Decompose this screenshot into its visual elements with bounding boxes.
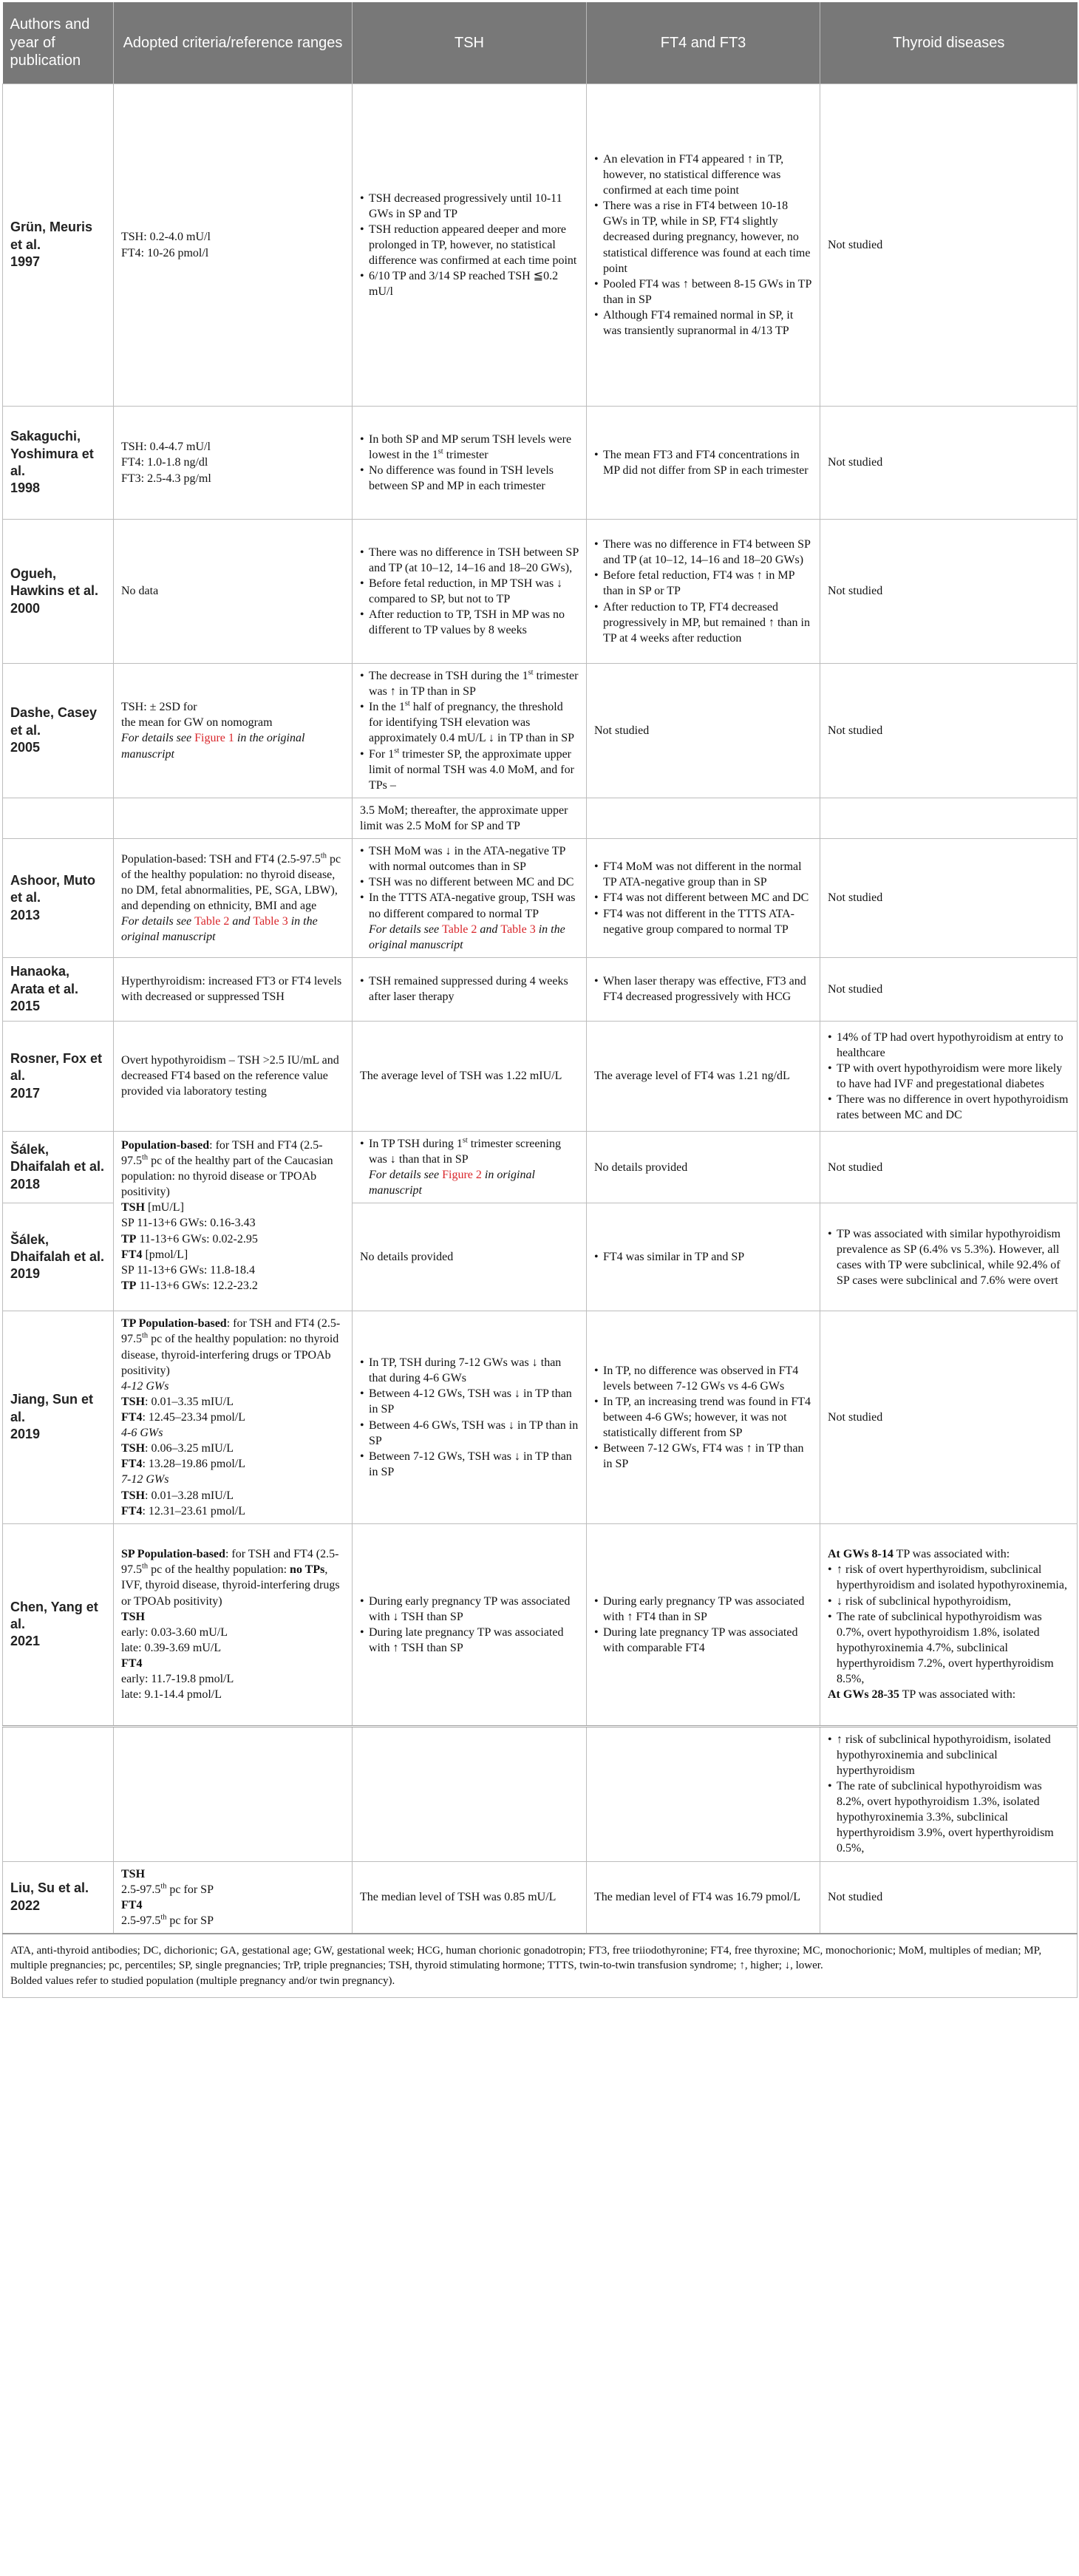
criteria-line: late: 0.39-3.69 mU/L: [121, 1641, 222, 1654]
text: For details see: [121, 915, 192, 928]
figure-2-link[interactable]: Figure 2: [442, 1169, 482, 1182]
diseases-cell: [820, 1523, 1078, 1726]
author-cell: [3, 520, 114, 664]
text: TP: [121, 1279, 137, 1292]
list-item: • In TP, TSH during 7-12 GWs was ↓ than that during 4-6 GWs: [360, 1355, 579, 1386]
author-cell: [3, 1861, 114, 1934]
text: TP was associated with:: [893, 1548, 1010, 1561]
publication-year: 2017: [10, 1085, 41, 1101]
header-tsh: TSH: [353, 2, 587, 84]
list-item: • After reduction to TP, FT4 decreased progressively in MP, but remained ↑ than in TP at 4 weeks after reduction: [594, 599, 812, 646]
header-thyroid-diseases: Thyroid diseases: [820, 2, 1078, 84]
diseases-cell: Not studied: [820, 407, 1078, 520]
empty-cell: [353, 1726, 587, 1861]
table-row: [3, 84, 1078, 407]
criteria-line: [121, 1200, 344, 1215]
criteria-cell: Overt hypothyroidism – TSH >2.5 IU/mL and decreased FT4 based on the reference value provided via laboratory testing: [114, 1021, 353, 1131]
table-3-link[interactable]: Table 3: [253, 915, 288, 928]
table-row-continuation: [3, 798, 1078, 838]
list-item: [360, 747, 579, 793]
ft-cell: [587, 407, 820, 520]
list-item: • Pooled FT4 was ↑ between 8-15 GWs in TP than in SP: [594, 276, 812, 307]
criteria-line: [121, 1410, 344, 1425]
text: pc of the healthy part of the Caucasian population: no thyroid disease or TPOAb positivity): [121, 1154, 333, 1199]
criteria-line: early: 0.03-3.60 mU/L: [121, 1625, 228, 1639]
superscript: th: [142, 1562, 149, 1571]
text: In the TTTS ATA-negative group, TSH was no different compared to normal TP: [369, 891, 576, 920]
criteria-text: [121, 1138, 344, 1200]
text: : 0.01–3.28 mIU/L: [145, 1489, 234, 1502]
text: TSH: [121, 1201, 146, 1214]
tsh-details: [369, 1167, 579, 1198]
criteria-cell: Hyperthyroidism: increased FT3 or FT4 levels with decreased or suppressed TSH: [114, 957, 353, 1021]
author-name: Šálek, Dhaifalah et al.: [10, 1141, 105, 1175]
ft-cell: [587, 1311, 820, 1523]
table-row: [3, 1311, 1078, 1523]
empty-cell: [587, 798, 820, 838]
text: and: [477, 922, 501, 936]
table-row: [3, 664, 1078, 798]
tsh-details: [369, 922, 579, 953]
text: FT4: [121, 1410, 143, 1424]
criteria-heading: TSH: [121, 1610, 146, 1623]
list-item: • ↓ risk of subclinical hypothyroidism,: [828, 1594, 1069, 1609]
text: Population-based: [121, 1138, 210, 1152]
table-row: [3, 1131, 1078, 1203]
diseases-cell: [820, 1203, 1078, 1311]
criteria-line: [121, 1882, 344, 1897]
criteria-line: [121, 1278, 344, 1294]
criteria-text: [121, 1316, 344, 1378]
list-item: [360, 890, 579, 952]
table-row-continuation: [3, 1726, 1078, 1861]
author-name: Liu, Su et al.: [10, 1880, 89, 1896]
ft-cell: The average level of FT4 was 1.21 ng/dL: [587, 1021, 820, 1131]
list-item: • TSH reduction appeared deeper and more prolonged in TP, however, no statistical difference was confirmed at each time point: [360, 222, 579, 268]
list-item: [360, 699, 579, 746]
criteria-line: [121, 1441, 344, 1456]
diseases-cell: Not studied: [820, 1131, 1078, 1203]
author-name: Rosner, Fox et al.: [10, 1050, 103, 1084]
table-2-link[interactable]: Table 2: [442, 922, 477, 936]
list-item: • The rate of subclinical hypothyroidism was 0.7%, overt hypothyroidism 1.8%, isolated hypothyroxinemia 4.7%, subclinical hyperthyroidism 7.2%, overt hyperthyroidism 8.5%,: [828, 1609, 1069, 1688]
diseases-cell: Not studied: [820, 1311, 1078, 1523]
text: FT4: [121, 1248, 143, 1261]
list-item: [360, 668, 579, 699]
criteria-line: [121, 1231, 344, 1247]
list-item: • ↑ risk of overt hyperthyroidism, subclinical hyperthyroidism and isolated hypothyroxinemia,: [828, 1562, 1069, 1593]
text: In TP TSH during 1: [369, 1137, 463, 1150]
list-item: • TSH decreased progressively until 10-11 GWs in SP and TP: [360, 191, 579, 222]
diseases-cell: Not studied: [820, 520, 1078, 664]
text: 2.5-97.5: [121, 1914, 161, 1927]
author-cell: [3, 407, 114, 520]
text: : for TSH and FT4 (2.5-97.5: [121, 1317, 341, 1346]
criteria-cell: [114, 1311, 353, 1523]
criteria-cell: [114, 1861, 353, 1934]
text: : for TSH and FT4 (2.5-97.5: [121, 1548, 339, 1577]
criteria-line: [121, 1456, 344, 1472]
text: 2.5-97.5: [121, 1883, 161, 1896]
text: and: [229, 915, 253, 928]
text: pc for SP: [166, 1883, 214, 1896]
text: trimester: [443, 448, 489, 461]
author-name: Sakaguchi, Yoshimura et al.: [10, 429, 94, 478]
criteria-cell: [114, 407, 353, 520]
text: Population-based: TSH and FT4 (2.5-97.5: [121, 852, 321, 866]
criteria-line: [121, 1913, 344, 1928]
criteria-details: [121, 730, 344, 761]
text: For 1: [369, 747, 395, 761]
superscript: th: [320, 852, 327, 860]
ft-cell: [587, 957, 820, 1021]
criteria-line: FT3: 2.5-4.3 pg/ml: [121, 472, 211, 485]
list-item: • There was no difference in TSH between SP and TP (at 10–12, 14–16 and 18–20 GWs),: [360, 545, 579, 576]
text: : for TSH and FT4 (2.5-97.5: [121, 1138, 323, 1167]
list-item: • 6/10 TP and 3/14 SP reached TSH ≦0.2 mU/l: [360, 268, 579, 299]
list-item: [360, 432, 579, 463]
text: trimester SP, the approximate upper limit of normal TSH was 4.0 MoM, and for TPs –: [369, 747, 574, 792]
text: : 13.28–19.86 pmol/L: [142, 1458, 246, 1471]
author-name: Dashe, Casey et al.: [10, 705, 98, 738]
diseases-cell: [820, 1021, 1078, 1131]
author-cell: [3, 84, 114, 407]
tsh-cell: [353, 520, 587, 664]
tsh-cell: No details provided: [353, 1203, 587, 1311]
tsh-cell: The average level of TSH was 1.22 mIU/L: [353, 1021, 587, 1131]
criteria-text: [121, 1546, 344, 1608]
text: FT4: [121, 1458, 143, 1471]
table-3-link[interactable]: Table 3: [500, 922, 536, 936]
list-item: • TSH MoM was ↓ in the ATA-negative TP with normal outcomes than in SP: [360, 843, 579, 874]
list-item: • 14% of TP had overt hypothyroidism at entry to healthcare: [828, 1030, 1069, 1061]
list-item: • TSH was no different between MC and DC: [360, 874, 579, 890]
list-item: • TSH remained suppressed during 4 weeks after laser therapy: [360, 973, 579, 1005]
list-item: • ↑ risk of subclinical hypothyroidism, isolated hypothyroxinemia and subclinical hyperthyroidism: [828, 1732, 1069, 1778]
text: TSH: [121, 1489, 146, 1502]
author-name: Chen, Yang et al.: [10, 1599, 98, 1632]
diseases-cell: Not studied: [820, 84, 1078, 407]
list-item: • Between 7-12 GWs, FT4 was ↑ in TP than in SP: [594, 1441, 812, 1472]
text: pc of the healthy population: no thyroid disease, no DM, fetal abnormalities, PE, SGA, LBW), and depending on ethnicity, BMI and age: [121, 852, 341, 912]
table-row: [3, 957, 1078, 1021]
diseases-heading: [828, 1687, 1069, 1702]
criteria-line: FT4: 1.0-1.8 ng/dl: [121, 456, 208, 469]
ft-cell: The median level of FT4 was 16.79 pmol/L: [587, 1861, 820, 1934]
empty-cell: [3, 798, 114, 838]
list-item: • FT4 was not different between MC and DC: [594, 890, 812, 905]
author-cell: [3, 839, 114, 958]
list-item: • No difference was found in TSH levels between SP and MP in each trimester: [360, 463, 579, 494]
list-item: • In TP, no difference was observed in FT4 levels between 7-12 GWs vs 4-6 GWs: [594, 1363, 812, 1394]
header-ft4-ft3: FT4 and FT3: [587, 2, 820, 84]
list-item: • There was no difference in overt hypothyroidism rates between MC and DC: [828, 1092, 1069, 1123]
list-item: • Between 4-6 GWs, TSH was ↓ in TP than in SP: [360, 1418, 579, 1449]
text: For details see: [369, 922, 440, 936]
superscript: st: [404, 699, 410, 708]
list-item: • Before fetal reduction, FT4 was ↑ in MP than in SP or TP: [594, 568, 812, 599]
criteria-heading: FT4: [121, 1898, 143, 1911]
author-cell: [3, 1131, 114, 1203]
criteria-details: [121, 914, 344, 945]
text: , IVF, thyroid disease, thyroid-interfering drugs or TPOAb positivity): [121, 1563, 340, 1608]
publication-year: 1997: [10, 254, 41, 270]
text: pc of the healthy population:: [148, 1563, 290, 1577]
criteria-line: [121, 1394, 344, 1410]
superscript: st: [394, 747, 400, 755]
author-name: Šálek, Dhaifalah et al.: [10, 1231, 105, 1265]
list-item: • During early pregnancy TP was associated with ↓ TSH than SP: [360, 1594, 579, 1625]
figure-1-link[interactable]: Figure 1: [194, 732, 234, 745]
superscript: th: [142, 1153, 149, 1162]
text: TP Population-based: [121, 1317, 227, 1331]
diseases-cell: Not studied: [820, 1861, 1078, 1934]
text: The decrease in TSH during the 1: [369, 670, 528, 682]
criteria-group: 4-12 GWs: [121, 1379, 169, 1393]
text: At GWs 28-35: [828, 1688, 899, 1702]
criteria-text: [121, 852, 344, 914]
text: In the 1: [369, 701, 405, 714]
author-cell: [3, 957, 114, 1021]
tsh-cell: [353, 407, 587, 520]
ft-cell: No details provided: [587, 1131, 820, 1203]
criteria-line: TSH: ± 2SD for: [121, 701, 197, 714]
superscript: th: [160, 1882, 167, 1891]
text: in original manuscript: [369, 1169, 535, 1197]
author-name: Hanaoka, Arata et al.: [10, 964, 79, 996]
criteria-line: TSH: 0.4-4.7 mU/l: [121, 441, 211, 454]
publication-year: 2005: [10, 740, 41, 755]
diseases-cell: Not studied: [820, 957, 1078, 1021]
text: in the original manuscript: [121, 732, 305, 761]
superscript: st: [462, 1136, 468, 1145]
superscript: st: [438, 447, 443, 456]
table-row: [3, 407, 1078, 520]
diseases-heading: [828, 1546, 1069, 1562]
text: : 0.01–3.35 mIU/L: [145, 1395, 234, 1408]
criteria-cell: [114, 839, 353, 958]
publication-year: 2019: [10, 1266, 41, 1282]
criteria-group: 4-6 GWs: [121, 1427, 163, 1440]
criteria-line: SP 11-13+6 GWs: 0.16-3.43: [121, 1217, 256, 1230]
list-item: • TP was associated with similar hypothyroidism prevalence as SP (6.4% vs 5.3%). However, all cases with TP were subclinical, while 92.4% of SP cases were subclinical and 7.6% were overt: [828, 1226, 1069, 1288]
diseases-cell: Not studied: [820, 664, 1078, 798]
text: : 12.31–23.61 pmol/L: [142, 1504, 246, 1518]
criteria-line: late: 9.1-14.4 pmol/L: [121, 1688, 222, 1702]
diseases-cell: Not studied: [820, 839, 1078, 958]
publication-year: 2015: [10, 999, 41, 1014]
list-item: • Between 7-12 GWs, TSH was ↓ in TP than in SP: [360, 1449, 579, 1480]
superscript: st: [528, 668, 534, 677]
author-cell: [3, 1203, 114, 1311]
tsh-cell: The median level of TSH was 0.85 mU/L: [353, 1861, 587, 1934]
text: SP Population-based: [121, 1548, 225, 1561]
author-cell: [3, 1523, 114, 1726]
criteria-cell: [114, 664, 353, 798]
tsh-cell: [353, 1523, 587, 1726]
publication-year: 2018: [10, 1176, 41, 1192]
list-item: • TP with overt hypothyroidism were more likely to have had IVF and pregestational diabetes: [828, 1061, 1069, 1092]
text: in the original manuscript: [369, 922, 565, 951]
table-row: [3, 1861, 1078, 1934]
list-item: • During late pregnancy TP was associated with ↑ TSH than SP: [360, 1625, 579, 1656]
thyroid-studies-table: [2, 2, 1078, 1998]
table-container: [2, 2, 1077, 1998]
criteria-heading: FT4: [121, 1656, 143, 1670]
empty-cell: [820, 798, 1078, 838]
text: : 12.45–23.34 pmol/L: [142, 1410, 246, 1424]
criteria-line: the mean for GW on nomogram: [121, 716, 273, 730]
text: no TPs: [290, 1563, 325, 1577]
author-name: Ashoor, Muto et al.: [10, 872, 95, 905]
list-item: • The mean FT3 and FT4 concentrations in MP did not differ from SP in each trimester: [594, 447, 812, 478]
list-item: • Before fetal reduction, in MP TSH was ↓ compared to SP, but not to TP: [360, 576, 579, 607]
text: For details see: [121, 732, 192, 745]
ft-cell: [587, 520, 820, 664]
author-cell: [3, 1021, 114, 1131]
tsh-cell: [353, 664, 587, 798]
empty-cell: [587, 1726, 820, 1861]
list-item: • There was no difference in FT4 between SP and TP (at 10–12, 14–16 and 18–20 GWs): [594, 537, 812, 568]
text: 11-13+6 GWs: 12.2-23.2: [136, 1279, 258, 1292]
publication-year: 2022: [10, 1897, 41, 1913]
table-row: [3, 1523, 1078, 1726]
text: At GWs 8-14: [828, 1548, 894, 1561]
tsh-cell: [353, 1311, 587, 1523]
publication-year: 2021: [10, 1634, 41, 1649]
text: pc for SP: [166, 1914, 214, 1927]
text: [pmol/L]: [142, 1248, 188, 1261]
tsh-cell: [353, 84, 587, 407]
list-item: • After reduction to TP, TSH in MP was no different to TP values by 8 weeks: [360, 607, 579, 638]
tsh-cell: [353, 957, 587, 1021]
text: In both SP and MP serum TSH levels were lowest in the 1: [369, 432, 572, 461]
criteria-heading: TSH: [121, 1867, 146, 1880]
text: half of pregnancy, the threshold for identifying TSH elevation was approximately 0.4 mU/L ↓ in TP than in SP: [369, 701, 575, 745]
list-item: • FT4 MoM was not different in the normal TP ATA-negative group than in SP: [594, 859, 812, 890]
publication-year: 2013: [10, 907, 41, 922]
empty-cell: [3, 1726, 114, 1861]
text: in the original manuscript: [121, 915, 318, 944]
table-row: [3, 520, 1078, 664]
header-row: [3, 2, 1078, 84]
criteria-line: early: 11.7-19.8 pmol/L: [121, 1673, 234, 1686]
text: : 0.06–3.25 mIU/L: [145, 1442, 234, 1455]
superscript: th: [160, 1913, 167, 1922]
tsh-cell: [353, 839, 587, 958]
abbreviations-note: ATA, anti-thyroid antibodies; DC, dichorionic; GA, gestational age; GW, gestational week; HCG, human chorionic gonadotropin; FT3, free triiodothyronine; FT4, free thyroxine; MC, monochorionic; MoM, multiples of median; MP, multiple pregnancies; pc, percentiles; SP, single pregnancies; TrP, triple pregnancies; TSH, thyroid stimulating hormone; TTTS, twin-to-twin transfusion syndrome; ↑, higher; ↓, lower.: [10, 1945, 1042, 1972]
text: For details see: [369, 1169, 440, 1182]
bolded-values-note: Bolded values refer to studied population (multiple pregnancy and/or twin pregnancy).: [10, 1974, 395, 1987]
author-name: Grün, Meuris et al.: [10, 220, 93, 252]
superscript: th: [142, 1332, 149, 1341]
ft-cell: Not studied: [587, 664, 820, 798]
footnote-row: [3, 1934, 1078, 1997]
text: trimester was ↑ in TP than in SP: [369, 670, 579, 699]
criteria-cell: [114, 84, 353, 407]
ft-cell: [587, 84, 820, 407]
ft-cell: [587, 1523, 820, 1726]
author-cell: [3, 664, 114, 798]
ft-cell: [587, 839, 820, 958]
list-item: • The rate of subclinical hypothyroidism was 8.2%, overt hypothyroidism 1.3%, isolated hypothyroxinemia 3.3%, subclinical hyperthyroidism 3.9%, overt hyperthyroidism 0.5%,: [828, 1778, 1069, 1857]
author-name: Jiang, Sun et al.: [10, 1392, 94, 1424]
list-item: • In TP, an increasing trend was found in FT4 between 4-6 GWs; however, it was not statistically different from SP: [594, 1394, 812, 1441]
list-item: • An elevation in FT4 appeared ↑ in TP, however, no statistical difference was confirmed at each time point: [594, 152, 812, 198]
criteria-line: SP 11-13+6 GWs: 11.8-18.4: [121, 1263, 256, 1277]
criteria-cell: No data: [114, 520, 353, 664]
table-2-link[interactable]: Table 2: [194, 915, 230, 928]
header-criteria: Adopted criteria/reference ranges: [114, 2, 353, 84]
criteria-line: [121, 1488, 344, 1503]
list-item: • FT4 was not different in the TTTS ATA-negative group compared to normal TP: [594, 906, 812, 937]
empty-cell: [114, 798, 353, 838]
publication-year: 1998: [10, 480, 41, 496]
criteria-cell: [114, 1523, 353, 1726]
list-item: • There was a rise in FT4 between 10-18 GWs in TP, while in SP, FT4 slightly decreased during pregnancy, however, no statistical difference was found at each time point: [594, 198, 812, 276]
tsh-cell: 3.5 MoM; thereafter, the approximate upper limit was 2.5 MoM for SP and TP: [353, 798, 587, 838]
list-item: • Between 4-12 GWs, TSH was ↓ in TP than in SP: [360, 1386, 579, 1417]
list-item: • When laser therapy was effective, FT3 and FT4 decreased progressively with HCG: [594, 973, 812, 1005]
criteria-line: [121, 1503, 344, 1519]
text: trimester screening was ↓ than that in SP: [369, 1137, 561, 1166]
criteria-line: [121, 1247, 344, 1262]
text: 11-13+6 GWs: 0.02-2.95: [136, 1232, 258, 1245]
empty-cell: [114, 1726, 353, 1861]
footnote-cell: [3, 1934, 1078, 1997]
tsh-cell: [353, 1131, 587, 1203]
text: TSH: [121, 1442, 146, 1455]
text: [mU/L]: [145, 1201, 184, 1214]
criteria-cell: [114, 1131, 353, 1311]
ft-cell: [587, 1203, 820, 1311]
criteria-line: FT4: 10-26 pmol/l: [121, 246, 209, 259]
text: TP was associated with:: [899, 1688, 1016, 1702]
list-item: • During early pregnancy TP was associated with ↑ FT4 than in SP: [594, 1594, 812, 1625]
text: pc of the healthy population: no thyroid disease, thyroid-interfering drugs or TPOAb positivity): [121, 1333, 339, 1377]
text: FT4: [121, 1504, 143, 1518]
list-item: [360, 1136, 579, 1198]
criteria-group: 7-12 GWs: [121, 1473, 169, 1486]
table-row: [3, 839, 1078, 958]
list-item: • Although FT4 remained normal in SP, it was transiently supranormal in 4/13 TP: [594, 307, 812, 339]
header-authors: Authors and year of publication: [3, 2, 114, 84]
list-item: • FT4 was similar in TP and SP: [594, 1249, 812, 1265]
diseases-cell: [820, 1726, 1078, 1861]
publication-year: 2019: [10, 1427, 41, 1442]
criteria-line: TSH: 0.2-4.0 mU/l: [121, 231, 211, 244]
author-name: Ogueh, Hawkins et al.: [10, 565, 99, 599]
text: TSH: [121, 1395, 146, 1408]
text: TP: [121, 1232, 137, 1245]
publication-year: 2000: [10, 600, 41, 616]
table-row: [3, 1021, 1078, 1131]
list-item: • During late pregnancy TP was associated with comparable FT4: [594, 1625, 812, 1656]
author-cell: [3, 1311, 114, 1523]
